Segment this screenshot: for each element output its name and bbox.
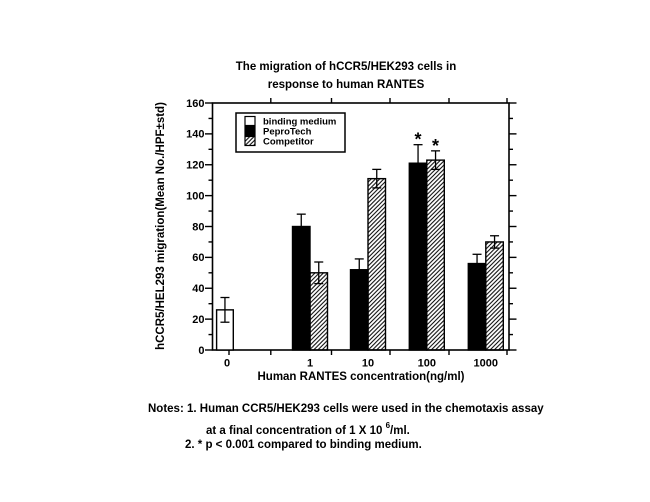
y-tick-labels [186,98,204,357]
bar [486,242,504,350]
y-tick-label: 20 [192,313,205,326]
bar [468,264,486,350]
x-tick-label: 1000 [473,357,499,370]
note-line-1: Notes: 1. Human CCR5/HEK293 cells were used in the chemotaxis assay [148,403,544,415]
legend [236,113,345,152]
note-line-2 [206,422,410,437]
x-tick-labels [224,358,498,370]
note-line-2-unit: /ml. [390,424,410,437]
significance-asterisk: * [414,129,422,150]
bar [351,270,369,350]
y-tick-label: 80 [192,221,205,234]
legend-swatch-hatched [245,137,255,146]
note-line-3: 2. * p < 0.001 compared to binding medium. [185,439,422,451]
legend-label: binding medium [263,116,337,128]
chart-title-line1: The migration of hCCR5/HEK293 cells in [235,61,457,73]
y-tick-label: 140 [186,128,205,141]
bar [368,179,386,350]
x-tick-label: 100 [417,357,436,370]
bars [217,160,504,350]
y-tick-label: 160 [186,97,205,110]
significance-asterisk: * [432,135,440,156]
legend-swatch-open [245,117,255,126]
x-tick-label: 10 [361,357,375,370]
note-line-2-superscript: 6 [385,421,391,430]
x-tick-label: 0 [223,357,231,370]
x-axis-label: Human RANTES concentration(ng/ml) [257,371,465,383]
bar [427,160,445,350]
x-tick-label: 1 [306,357,314,370]
y-tick-label: 120 [186,159,205,172]
y-tick-label: 100 [186,190,205,203]
legend-swatch-solid [245,127,255,136]
legend-label: Competitor [263,136,314,148]
bar [310,273,328,350]
bar [409,163,427,350]
y-tick-label: 40 [192,283,205,296]
note-line-2-text: at a final concentration of 1 X 10 [206,424,386,437]
chart-title-line2: response to human RANTES [267,78,425,91]
y-axis-label: hCCR5/HEL293 migration(Mean No./HPF±std) [155,102,167,350]
bar [293,227,311,351]
legend-label: PeproTech [263,126,312,138]
y-tick-label: 0 [198,344,205,357]
y-tick-label: 60 [192,252,205,265]
